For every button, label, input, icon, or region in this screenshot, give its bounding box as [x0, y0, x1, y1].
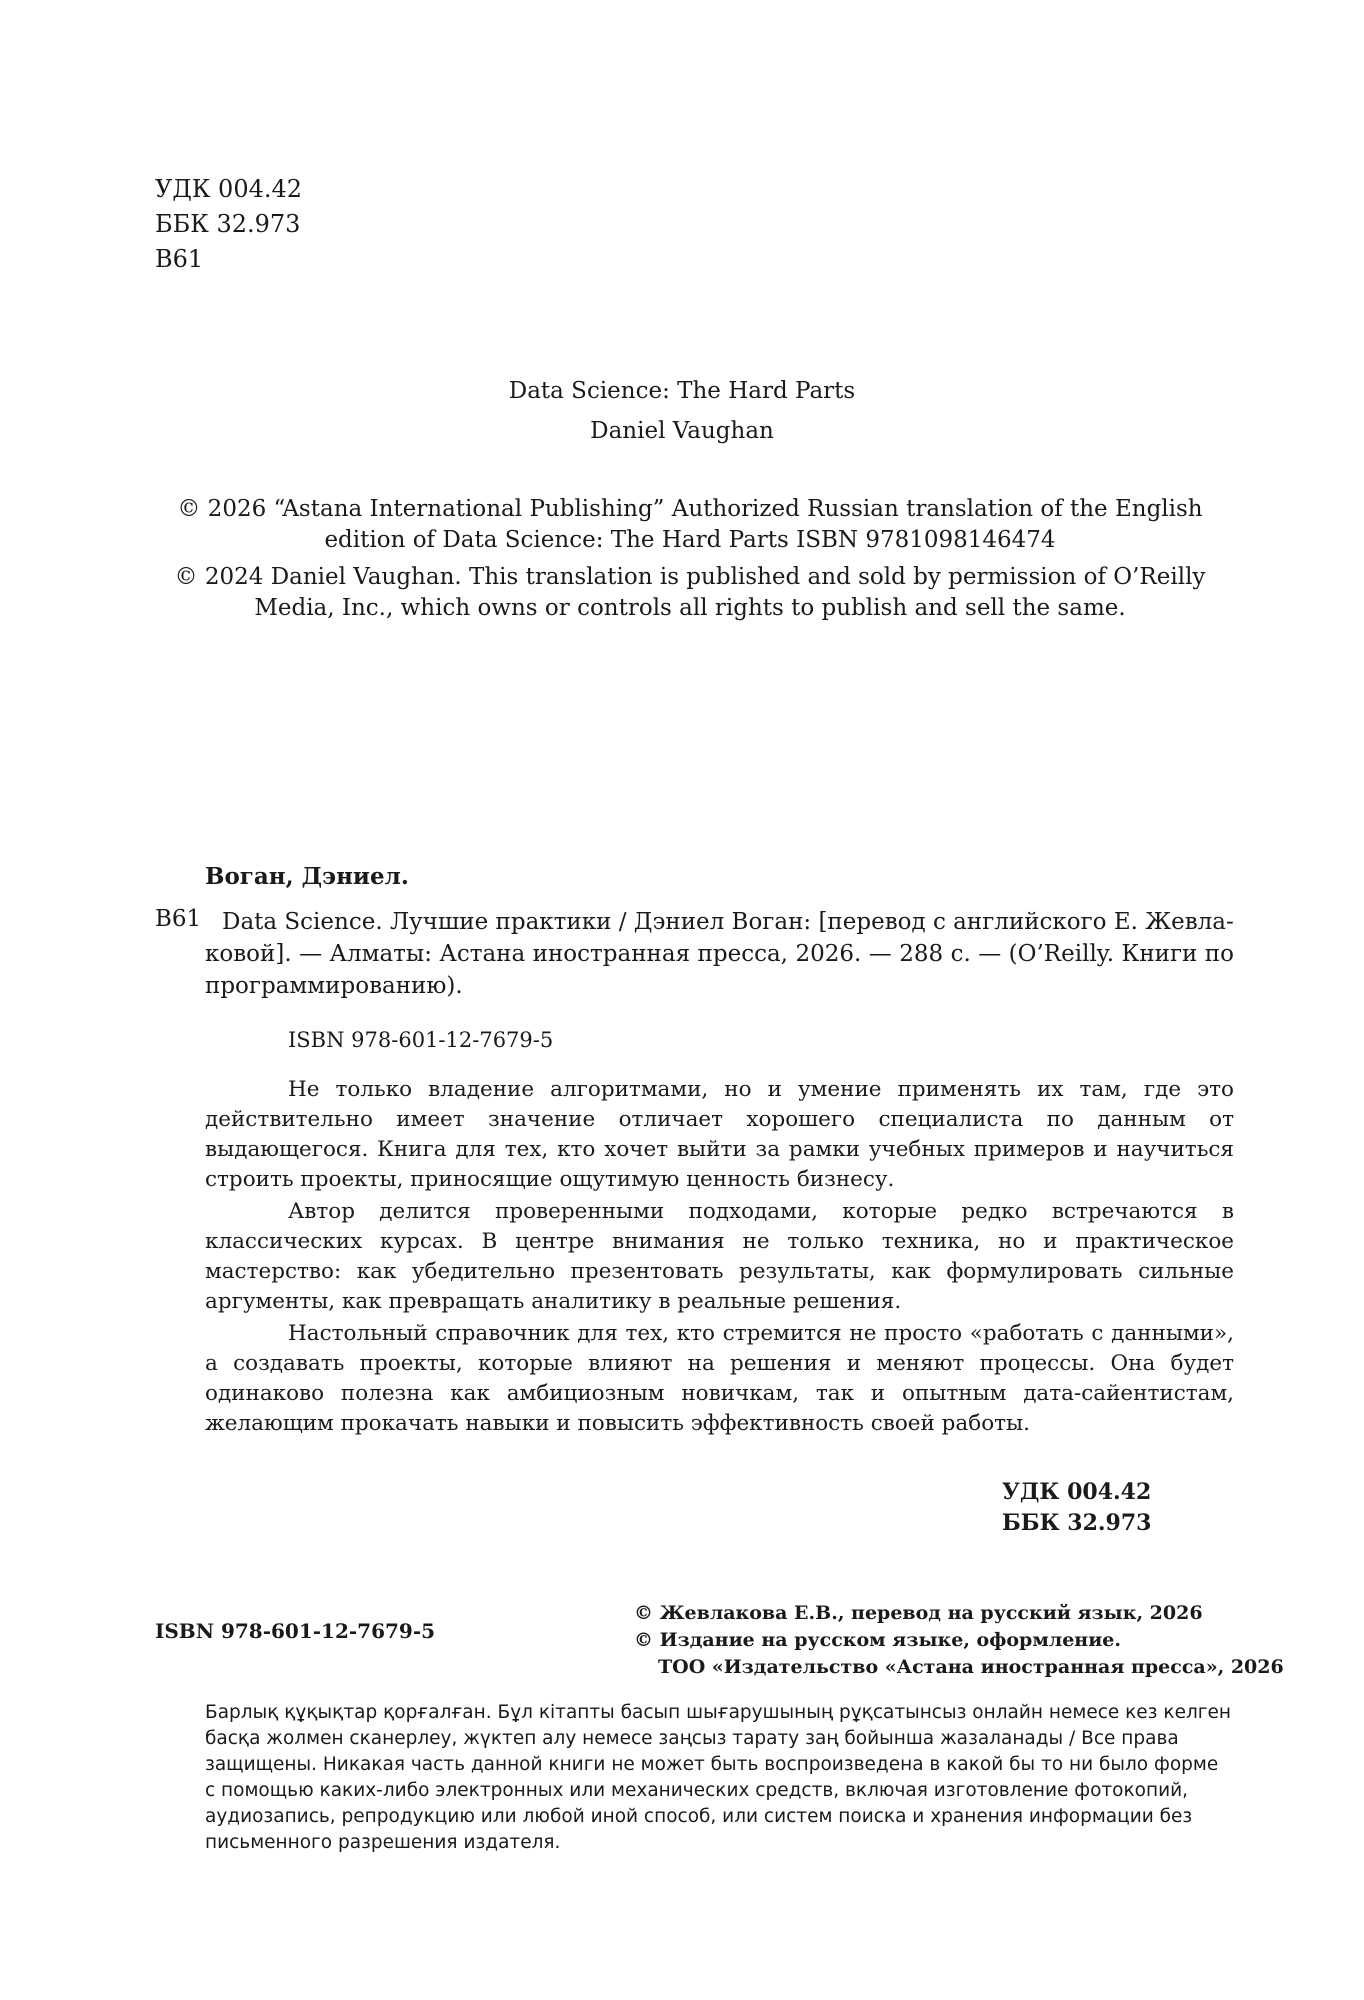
annotation-paragraph: Автор делится проверенными подходами, которые редко встречаются в классических курсах. В центре внимания не только техника, но и практическое мастерство: как убедительно презентовать результаты, как формулировать сильные аргументы, как превращать аналитику в реальные решения.: [205, 1199, 1234, 1314]
copyright-translator: © Жевлакова Е.В., перевод на русский язык, 2026: [634, 1602, 1203, 1624]
catalog-code: В61: [155, 906, 202, 932]
author-mark: В61: [155, 245, 204, 273]
permission-notice: © 2024 Daniel Vaughan. This translation is published and sold by permission of O’Reilly Media, Inc., which owns or controls all rights to publish and sell the same.: [174, 564, 1206, 621]
copyright-publisher: ТОО «Издательство «Астана иностранная пресса», 2026: [658, 1656, 1284, 1678]
catalog-isbn: ISBN 978-601-12-7679-5: [288, 1028, 554, 1052]
footer-udk: УДК 004.42: [1002, 1479, 1152, 1505]
original-title: Data Science: The Hard Parts: [508, 378, 856, 404]
annotation-paragraph: Настольный справочник для тех, кто стремится не просто «работать с данными», а создавать проекты, которые влияют на решения и меняют процессы. Она будет одинаково полезна как амбициозным новичкам, так и опытным дата-сайентистам, желающим прокачать навыки и повысить эффективность своей работы.: [205, 1321, 1234, 1436]
original-author: Daniel Vaughan: [590, 418, 774, 444]
annotation: [205, 1075, 1234, 1441]
footer-classification: [1002, 1477, 1151, 1539]
translation-notice: © 2026 “Astana International Publishing” Authorized Russian translation of the English edition of Data Science: The Hard Parts ISBN 9781098146474: [177, 496, 1203, 553]
footer-copyrights: [634, 1600, 1284, 1681]
legal-notice: Барлық құқықтар қорғалған. Бұл кітапты басып шығарушының рұқсатынсыз онлайн немесе кез келген басқа жолмен сканерлеу, жүктеп алу немесе заңсыз тарату заң бойынша жазаланады / Все права защищены. Никакая часть данной книги не может быть воспроизведена в какой бы то ни было форме с помощью каких-либо электронных или механических средств, включая изготовление фотокопий, аудиозапись, репродукцию или любой иной способ, или систем поиска и хранения информации без письменного разрешения издателя.: [205, 1702, 1231, 1853]
catalog-description-first-line: Data Science. Лучшие практики / Дэниел Воган: [перевод с английского Е. Жевла-: [222, 909, 1234, 935]
udk-code: УДК 004.42: [155, 175, 303, 203]
classification-block: [155, 172, 302, 277]
footer-bbk: ББК 32.973: [1002, 1510, 1152, 1536]
catalog-description-rest: ковой]. — Алматы: Астана иностранная пресса, 2026. — 288 с. — (O’Reilly. Книги по программированию).: [205, 941, 1234, 999]
footer-isbn: ISBN 978-601-12-7679-5: [155, 1619, 436, 1643]
copyright-edition: © Издание на русском языке, оформление.: [634, 1629, 1122, 1651]
catalog-author-heading: Воган, Дэниел.: [205, 863, 409, 890]
annotation-paragraph: Не только владение алгоритмами, но и умение применять их там, где это действительно имеет значение отличает хорошего специалиста по данным от выдающегося. Книга для тех, кто хочет выйти за рамки учебных примеров и научиться строить проекты, приносящие ощутимую ценность бизнесу.: [205, 1077, 1234, 1192]
bbk-code: ББК 32.973: [155, 210, 301, 238]
